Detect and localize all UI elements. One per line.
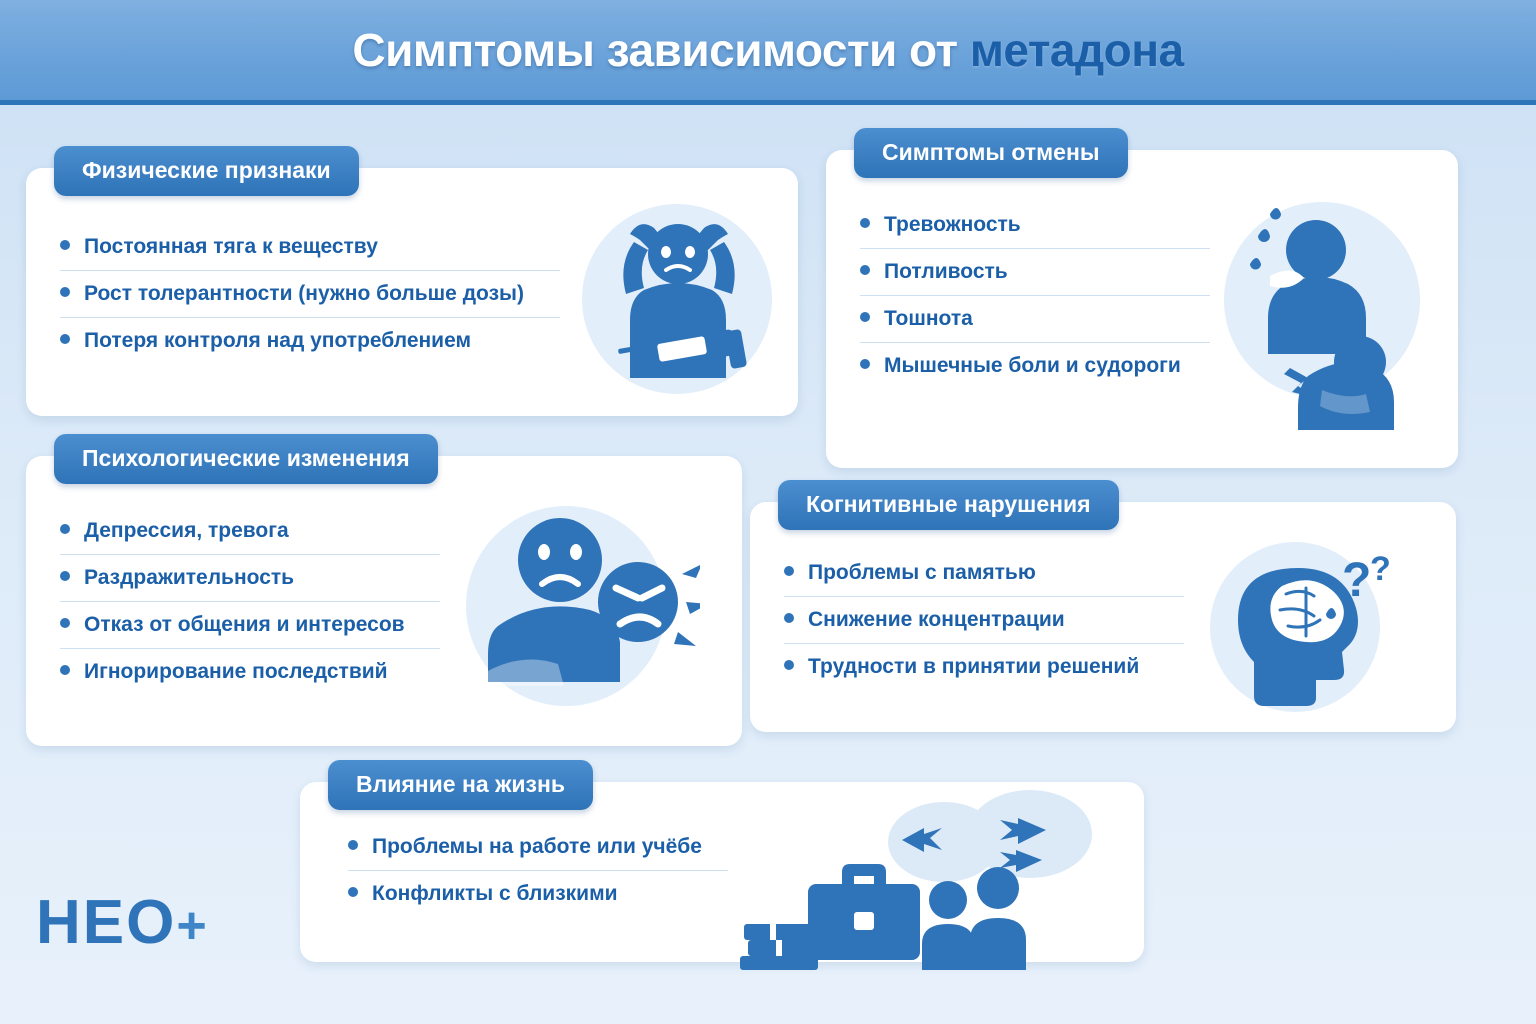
page-title-accent: метадона	[969, 24, 1184, 76]
bullet-icon	[860, 265, 870, 275]
logo-text: HEO	[36, 888, 177, 957]
bullet-icon	[784, 566, 794, 576]
bullet-icon	[784, 660, 794, 670]
list-item	[60, 224, 560, 271]
card-psychological-changes	[26, 445, 742, 746]
bullet-icon	[60, 287, 70, 297]
person-headache-syringe-icon	[582, 198, 782, 398]
list-withdrawal	[860, 202, 1210, 389]
bullet-icon	[348, 887, 358, 897]
list-item	[784, 597, 1184, 644]
list-item-label: Потливость	[884, 260, 1008, 283]
list-item-label: Рост толерантности (нужно больше дозы)	[84, 282, 524, 305]
bullet-icon	[348, 840, 358, 850]
list-item-label: Проблемы с памятью	[808, 561, 1036, 584]
list-item-label: Снижение концентрации	[808, 608, 1065, 631]
bullet-icon	[860, 359, 870, 369]
card-title-life: Влияние на жизнь	[328, 760, 593, 810]
list-item	[784, 644, 1184, 690]
card-title-physical: Физические признаки	[54, 146, 359, 196]
card-withdrawal-symptoms	[826, 139, 1458, 468]
list-item-label: Тошнота	[884, 307, 973, 330]
list-item-label: Депрессия, тревога	[84, 519, 289, 542]
logo-plus-icon: +	[176, 897, 207, 955]
head-brain-question-icon	[1202, 534, 1402, 734]
list-item-label: Отказ от общения и интересов	[84, 613, 405, 636]
list-item	[60, 555, 440, 602]
page-title	[352, 23, 1183, 77]
list-item-label: Трудности в принятии решений	[808, 655, 1140, 678]
list-item-label: Тревожность	[884, 213, 1021, 236]
list-item	[860, 202, 1210, 249]
page-header	[0, 0, 1536, 105]
svg-text:?: ?	[1342, 554, 1372, 607]
svg-text:?: ?	[1370, 550, 1391, 588]
list-life	[348, 824, 728, 917]
list-item-label: Игнорирование последствий	[84, 660, 388, 683]
card-title-cognitive: Когнитивные нарушения	[778, 480, 1119, 530]
card-cognitive-impairment	[750, 491, 1456, 732]
list-psychological	[60, 508, 440, 695]
list-item	[60, 649, 440, 695]
list-item	[60, 508, 440, 555]
list-item	[60, 318, 560, 364]
list-item-label: Проблемы на работе или учёбе	[372, 835, 702, 858]
list-item-label: Постоянная тяга к веществу	[84, 235, 378, 258]
card-title-withdrawal: Симптомы отмены	[854, 128, 1128, 178]
bullet-icon	[60, 665, 70, 675]
card-life-impact	[300, 771, 1144, 962]
list-physical	[60, 224, 560, 364]
list-item-label: Мышечные боли и судороги	[884, 354, 1181, 377]
bullet-icon	[60, 618, 70, 628]
bullet-icon	[60, 524, 70, 534]
list-item	[860, 343, 1210, 389]
list-item	[348, 824, 728, 871]
bullet-icon	[60, 240, 70, 250]
list-item	[860, 249, 1210, 296]
card-physical-signs	[26, 157, 798, 416]
bullet-icon	[784, 613, 794, 623]
list-item	[60, 602, 440, 649]
bullet-icon	[60, 571, 70, 581]
list-item-label: Раздражительность	[84, 566, 295, 589]
person-sweating-nausea-icon	[1212, 192, 1442, 442]
logo	[36, 888, 266, 958]
bullet-icon	[860, 218, 870, 228]
list-item-label: Конфликты с близкими	[372, 882, 618, 905]
card-title-psychological: Психологические изменения	[54, 434, 438, 484]
list-item	[348, 871, 728, 917]
sad-and-angry-faces-icon	[450, 496, 700, 726]
page-title-main: Симптомы зависимости от	[352, 24, 970, 76]
bullet-icon	[860, 312, 870, 322]
list-item	[860, 296, 1210, 343]
briefcase-books-people-conflict-icon	[730, 772, 1150, 972]
list-item-label: Потеря контроля над употреблением	[84, 329, 472, 352]
list-item	[60, 271, 560, 318]
list-item	[784, 550, 1184, 597]
list-cognitive	[784, 550, 1184, 690]
bullet-icon	[60, 334, 70, 344]
